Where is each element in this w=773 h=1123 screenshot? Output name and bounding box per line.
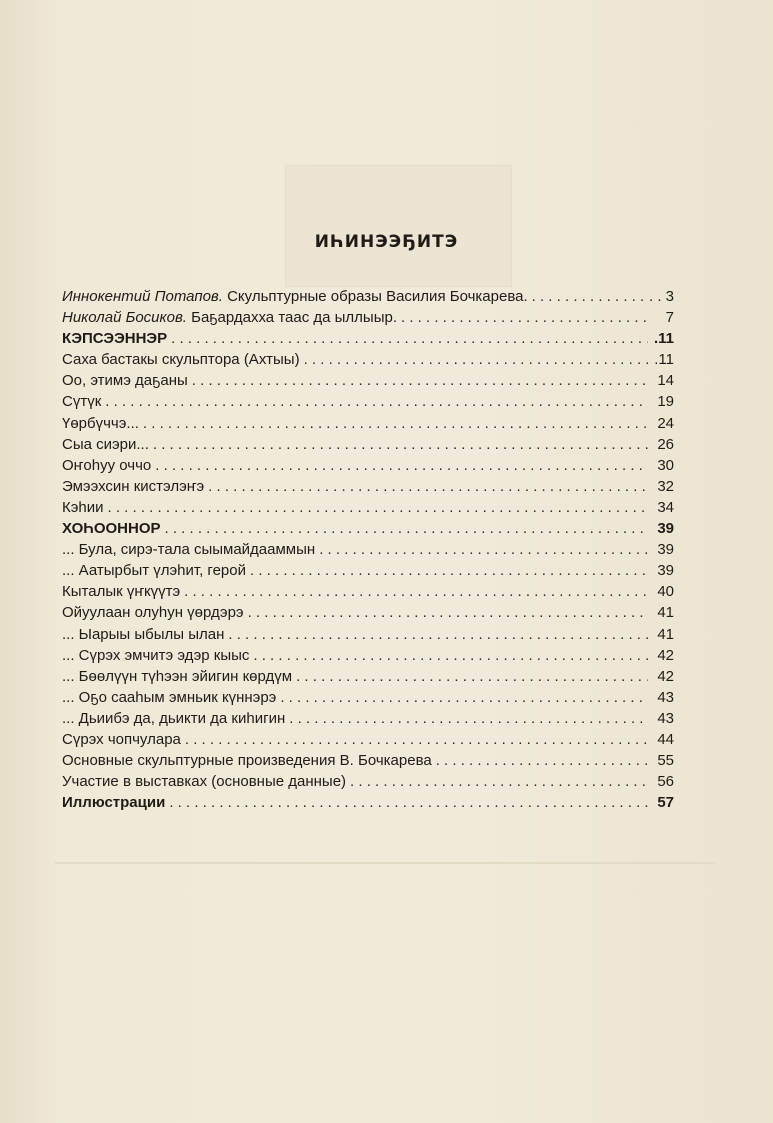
toc-entry-label	[62, 413, 139, 434]
toc-entry-title: Сүрэх чопчулара	[62, 730, 181, 748]
toc-entry-label	[62, 328, 167, 349]
toc-entry	[62, 687, 674, 708]
dot-leader	[319, 539, 648, 560]
toc-entry-page: . . 3	[648, 288, 674, 305]
toc-entry-title: Сыа сиэри...	[62, 435, 149, 453]
toc-entry	[62, 370, 674, 391]
toc-entry-page: 39	[657, 541, 674, 559]
toc-entry-page: 32	[657, 477, 674, 495]
toc-entry-label	[62, 708, 285, 729]
toc-entry-page: 41	[657, 604, 674, 622]
bleed-through-line	[55, 862, 715, 864]
toc-entry-title: Участие в выставках (основные данные)	[62, 773, 347, 791]
toc-entry-page: 34	[657, 498, 674, 516]
dot-leader	[153, 434, 648, 455]
toc-entry-title: Сүтүк	[62, 393, 102, 411]
toc-entry-author: Иннокентий Потапов.	[62, 288, 223, 305]
toc-entry-label	[62, 497, 104, 518]
dot-leader	[185, 729, 648, 750]
toc-entry	[62, 497, 674, 518]
dot-leader	[228, 624, 648, 645]
toc-entry-label	[62, 539, 315, 560]
toc-entry-label	[62, 624, 224, 645]
toc-entry-page: 42	[657, 646, 674, 664]
toc-entry-title: Скульптурные образы Василия Бочкарева.	[227, 288, 528, 305]
toc-entry-label	[62, 666, 292, 687]
toc-entry-page: 44	[657, 730, 674, 748]
toc-entry-label	[62, 286, 528, 307]
toc-entry	[62, 792, 674, 813]
toc-entry	[62, 560, 674, 581]
toc-entry-title: Баҕардахха таас да ыллыыр.	[191, 309, 397, 327]
toc-entry-title: Эмээхсин кистэлэҥэ	[62, 477, 205, 495]
toc-entry-label	[62, 434, 149, 455]
toc-entry-page: .11	[653, 330, 674, 348]
toc-entry-label	[62, 518, 161, 539]
toc-entry-title: Үөрбүччэ...	[62, 414, 139, 432]
toc-entry	[62, 750, 674, 771]
toc-entry-title: ... Дьиибэ да, дьикти да киһигин	[62, 709, 286, 727]
toc-entry	[62, 476, 674, 497]
toc-entry-title: Кэһии	[62, 498, 104, 516]
toc-entry-label	[62, 476, 204, 497]
toc-entry	[62, 771, 674, 792]
dot-leader	[171, 328, 648, 349]
toc-entry-page: 14	[657, 372, 674, 390]
toc-entry-title: ... Сүрэх эмчитэ эдэр кыыс	[62, 646, 250, 664]
bleed-through-mark	[285, 165, 512, 287]
dot-leader	[436, 750, 648, 771]
dot-leader	[208, 476, 648, 497]
toc-entry-label	[62, 307, 397, 328]
toc-entry-page: 19	[657, 393, 674, 411]
toc-entry	[62, 518, 674, 539]
toc-entry-label	[62, 370, 188, 391]
toc-entry-title: ... Оҕо сааһым эмньик күннэрэ	[62, 688, 277, 706]
toc-entry-label	[62, 349, 300, 370]
toc-entry-page: 7	[665, 309, 674, 327]
toc-entry-label	[62, 391, 101, 412]
dot-leader	[165, 518, 649, 539]
toc-entry-title: ... Ыарыы ыбылы ылан	[62, 625, 225, 643]
dot-leader	[108, 497, 649, 518]
table-of-contents	[62, 286, 674, 813]
toc-entry-label	[62, 750, 432, 771]
toc-entry-page: 56	[657, 773, 674, 791]
dot-leader	[304, 349, 648, 370]
dot-leader	[401, 307, 648, 328]
toc-entry-title: Оҥоһуу оччо	[62, 456, 152, 474]
toc-entry-page: 24	[657, 414, 674, 432]
toc-entry-title: ... Була, сирэ-тала сыымайдааммын	[62, 541, 316, 559]
toc-entry	[62, 539, 674, 560]
dot-leader	[248, 602, 648, 623]
dot-leader	[192, 370, 648, 391]
toc-entry	[62, 391, 674, 412]
toc-entry	[62, 455, 674, 476]
toc-entry	[62, 434, 674, 455]
toc-entry-label	[62, 645, 249, 666]
dot-leader	[532, 286, 645, 307]
toc-entry	[62, 645, 674, 666]
dot-leader	[296, 666, 648, 687]
toc-entry-page: 26	[657, 435, 674, 453]
dot-leader	[155, 455, 648, 476]
toc-entry-title: Саха бастакы скульптора (Ахтыы)	[62, 351, 300, 369]
dot-leader	[289, 708, 648, 729]
toc-entry	[62, 729, 674, 750]
toc-entry-page: 43	[657, 709, 674, 727]
toc-entry-page: 40	[657, 583, 674, 601]
toc-entry-title: ... Бөөлүүн түһээн эйигин көрдүм	[62, 667, 293, 685]
toc-entry-title: Оо, этимэ даҕаны	[62, 372, 188, 390]
toc-entry-label	[62, 792, 165, 813]
toc-entry-page: 39	[657, 520, 674, 538]
toc-entry-label	[62, 602, 244, 623]
toc-entry-label	[62, 455, 151, 476]
dot-leader	[184, 581, 648, 602]
toc-entry	[62, 666, 674, 687]
dot-leader	[253, 645, 648, 666]
toc-entry-page: .11	[654, 351, 674, 369]
toc-entry-title: Ойуулаан олуһун үөрдэрэ	[62, 604, 244, 622]
toc-entry-page: 55	[657, 752, 674, 770]
toc-entry-label	[62, 771, 346, 792]
toc-entry-page: 43	[657, 688, 674, 706]
dot-leader	[350, 771, 648, 792]
toc-entry-page: 30	[657, 456, 674, 474]
toc-entry	[62, 286, 674, 307]
toc-entry-label	[62, 729, 181, 750]
toc-entry	[62, 708, 674, 729]
toc-entry	[62, 349, 674, 370]
toc-entry-title: Иллюстрации	[62, 794, 166, 812]
toc-entry-label	[62, 581, 180, 602]
toc-entry-title: ХОҺООННОР	[62, 520, 161, 538]
toc-entry-page: 41	[657, 625, 674, 643]
dot-leader	[280, 687, 648, 708]
toc-entry-label	[62, 687, 276, 708]
dot-leader	[143, 413, 648, 434]
toc-entry	[62, 413, 674, 434]
toc-entry-page: 42	[657, 667, 674, 685]
toc-entry-label	[62, 560, 246, 581]
toc-entry	[62, 624, 674, 645]
toc-entry-page: 57	[657, 794, 674, 812]
dot-leader	[169, 792, 648, 813]
toc-entry-page: 39	[657, 562, 674, 580]
dot-leader	[250, 560, 648, 581]
toc-entry-author: Николай Босиков.	[62, 309, 187, 327]
dot-leader	[105, 391, 648, 412]
toc-entry	[62, 602, 674, 623]
toc-entry	[62, 307, 674, 328]
toc-entry-title: ... Аатырбыт үлэһит, герой	[62, 562, 246, 580]
page-title: ИҺИНЭЭҔИТЭ	[314, 232, 459, 252]
toc-entry-title: Кыталык үҥкүүтэ	[62, 583, 181, 601]
toc-entry	[62, 581, 674, 602]
toc-entry-title: КЭПСЭЭННЭР	[62, 330, 168, 348]
toc-entry	[62, 328, 674, 349]
toc-entry-title: Основные скульптурные произведения В. Бочкарева	[62, 752, 432, 770]
